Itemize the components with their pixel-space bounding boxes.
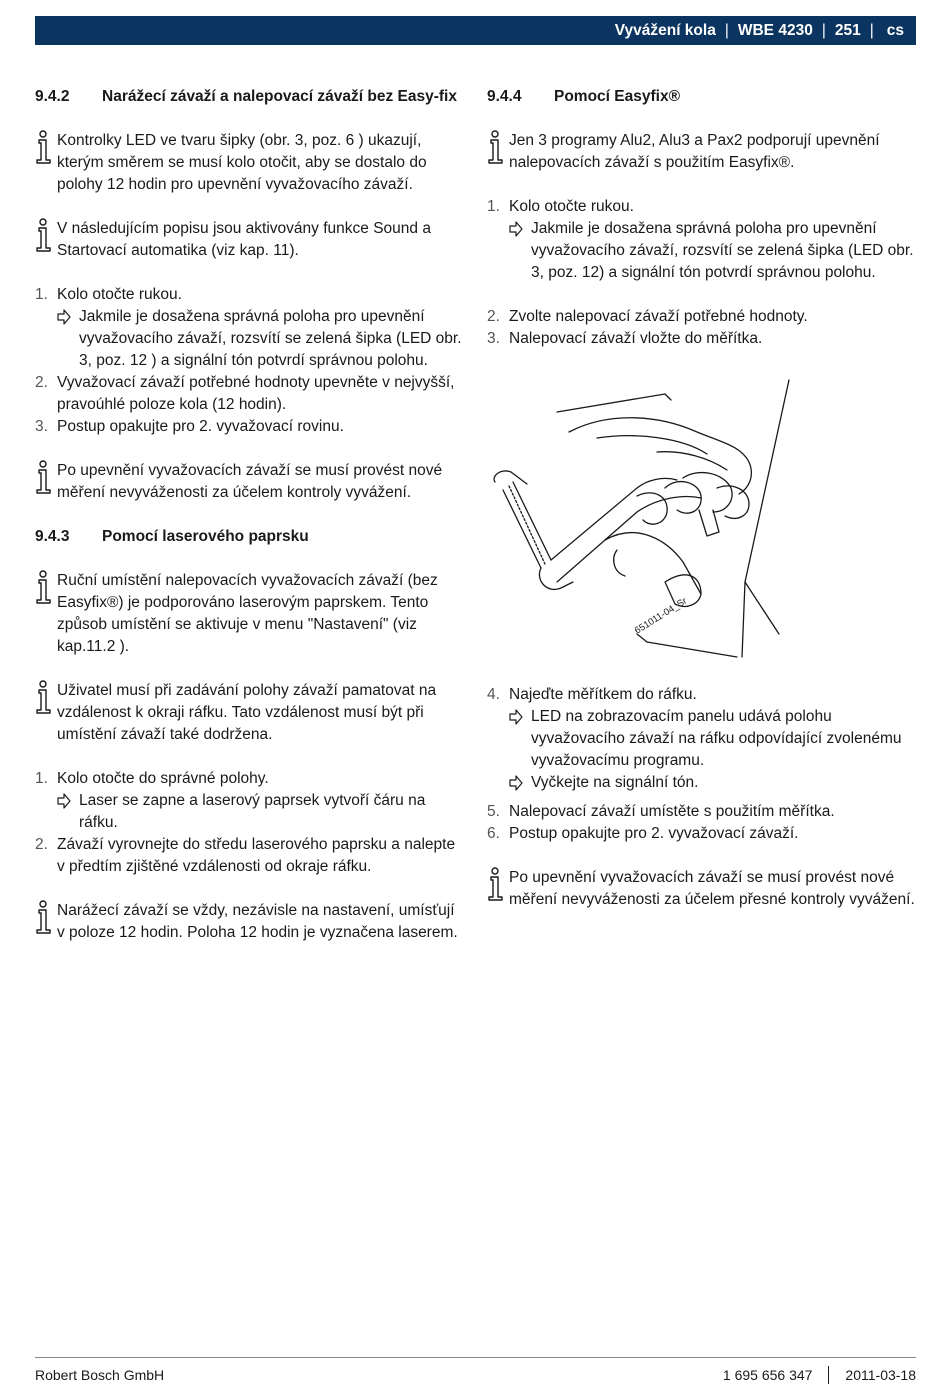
- step-item: [487, 801, 917, 823]
- step-text: Závaží vyrovnejte do středu laserového paprsku a nalepte v předtím zjištěné vzdálenosti od okraje ráfku.: [57, 836, 456, 875]
- header-separator: |: [869, 21, 874, 39]
- section-heading-9-4-4: [487, 86, 917, 108]
- info-note: [487, 130, 917, 174]
- info-icon: [35, 570, 57, 592]
- step-item: [35, 284, 465, 306]
- step-number: 2.: [35, 836, 48, 853]
- info-icon: [35, 460, 57, 482]
- info-note: [35, 900, 465, 944]
- header-page-number: 251: [834, 21, 861, 39]
- figure-code: 651011-04_Sr: [632, 595, 690, 637]
- step-item: [487, 684, 917, 706]
- page-footer: [35, 1364, 916, 1386]
- info-note: [35, 460, 465, 504]
- step-list: [487, 684, 917, 845]
- result-arrow-icon: [57, 306, 79, 372]
- footer-separator: [828, 1366, 829, 1384]
- step-text: Najeďte měřítkem do ráfku.: [509, 686, 697, 703]
- result-arrow-icon: [509, 706, 531, 772]
- easyfix-line-drawing: [487, 372, 917, 662]
- step-number: 3.: [35, 418, 48, 435]
- header-separator: |: [821, 21, 826, 39]
- result-text: Jakmile je dosažena správná poloha pro upevnění vyvažovacího závaží, rozsvítí se zelená šipka (LED obr. 3, poz. 12) a signální tón potvrdí správnou polohu.: [531, 220, 914, 281]
- info-note-text: Kontrolky LED ve tvaru šipky (obr. 3, poz. 6 ) ukazují, kterým směrem se musí kolo otočit, aby se dostalo do polohy 12 hodin pro upevnění vyvažovacího závaží.: [57, 132, 427, 193]
- step-text: Zvolte nalepovací závaží potřebné hodnoty.: [509, 308, 808, 325]
- step-result: [35, 306, 465, 372]
- section-heading-9-4-3: [35, 526, 465, 548]
- step-number: 4.: [487, 686, 500, 703]
- step-item: [487, 823, 917, 845]
- easyfix-illustration: [487, 372, 917, 662]
- footer-meta: [723, 1364, 916, 1386]
- step-item: [35, 834, 465, 878]
- step-result: [487, 706, 917, 772]
- header-separator: |: [724, 21, 729, 39]
- step-text: Kolo otočte do správné polohy.: [57, 770, 269, 787]
- result-text: Laser se zapne a laserový paprsek vytvoří čáru na ráfku.: [79, 792, 426, 831]
- info-icon: [487, 130, 509, 152]
- step-result: [487, 772, 917, 801]
- info-note-text: Ruční umístění nalepovacích vyvažovacích závaží (bez Easyfix®) je podporováno laserovým paprskem. Tento způsob umístění se aktivuje v menu "Nastavení" (viz kap.11.2 ).: [57, 572, 438, 655]
- step-item: [487, 328, 917, 350]
- page-header: [35, 16, 916, 45]
- step-item: [35, 416, 465, 438]
- info-icon: [35, 900, 57, 922]
- step-item: [35, 372, 465, 416]
- result-text: Vyčkejte na signální tón.: [531, 774, 699, 791]
- info-note-text: Po upevnění vyvažovacích závaží se musí provést nové měření nevyváženosti za účelem přesné kontroly vyvážení.: [509, 869, 915, 908]
- step-number: 2.: [487, 308, 500, 325]
- step-number: 6.: [487, 825, 500, 842]
- section-title: Narážecí závaží a nalepovací závaží bez Easy-fix: [102, 88, 457, 105]
- section-number: 9.4.2: [35, 88, 70, 105]
- step-number: 3.: [487, 330, 500, 347]
- step-number: 1.: [487, 198, 500, 215]
- section-heading-9-4-2: [35, 86, 465, 108]
- info-note: [35, 570, 465, 658]
- info-note: [35, 130, 465, 196]
- info-note-text: Jen 3 programy Alu2, Alu3 a Pax2 podporují upevnění nalepovacích závaží s použitím Easyfix®.: [509, 132, 880, 171]
- info-icon: [487, 867, 509, 889]
- step-list: [35, 284, 465, 438]
- step-text: Postup opakujte pro 2. vyvažovací závaží.: [509, 825, 799, 842]
- section-title: Pomocí Easyfix®: [554, 88, 680, 105]
- step-text: Postup opakujte pro 2. vyvažovací rovinu.: [57, 418, 344, 435]
- footer-company: Robert Bosch GmbH: [35, 1367, 165, 1383]
- info-note-text: V následujícím popisu jsou aktivovány funkce Sound a Startovací automatika (viz kap. 11).: [57, 220, 431, 259]
- step-item: [487, 196, 917, 218]
- result-text: Jakmile je dosažena správná poloha pro upevnění vyvažovacího závaží, rozsvítí se zelená šipka (LED obr. 3, poz. 12 ) a signální tón potvrdí správnou polohu.: [79, 308, 462, 369]
- step-text: Vyvažovací závaží potřebné hodnoty upevněte v nejvyšší, pravoúhlé poloze kola (12 hodin).: [57, 374, 455, 413]
- step-list: [487, 306, 917, 350]
- section-number: 9.4.4: [487, 88, 522, 105]
- info-note-text: Po upevnění vyvažovacích závaží se musí provést nové měření nevyváženosti za účelem kontroly vyvážení.: [57, 462, 443, 501]
- right-column: [487, 84, 917, 911]
- info-icon: [35, 680, 57, 702]
- step-text: Nalepovací závaží umístěte s použitím měřítka.: [509, 803, 835, 820]
- step-text: Nalepovací závaží vložte do měřítka.: [509, 330, 763, 347]
- left-column: [35, 84, 465, 944]
- step-result: [35, 790, 465, 834]
- step-number: 5.: [487, 803, 500, 820]
- step-result: [487, 218, 917, 284]
- step-number: 1.: [35, 286, 48, 303]
- info-note: [487, 867, 917, 911]
- step-number: 2.: [35, 374, 48, 391]
- step-number: 1.: [35, 770, 48, 787]
- footer-divider: [35, 1357, 916, 1358]
- header-title: Vyvážení kola: [614, 21, 716, 39]
- step-item: [487, 306, 917, 328]
- result-text: LED na zobrazovacím panelu udává polohu vyvažovacího závaží na ráfku odpovídající zvolenému vyvažovacímu programu.: [531, 708, 902, 769]
- footer-date: 2011-03-18: [845, 1367, 916, 1383]
- step-list: [487, 196, 917, 284]
- header-language: cs: [886, 21, 904, 39]
- step-text: Kolo otočte rukou.: [57, 286, 182, 303]
- info-note: [35, 680, 465, 746]
- result-arrow-icon: [509, 772, 531, 801]
- info-note-text: Narážecí závaží se vždy, nezávisle na nastavení, umísťují v poloze 12 hodin. Poloha 12 hodin je vyznačena laserem.: [57, 902, 458, 941]
- step-text: Kolo otočte rukou.: [509, 198, 634, 215]
- step-list: [35, 768, 465, 878]
- result-arrow-icon: [509, 218, 531, 284]
- info-note-text: Uživatel musí při zadávání polohy závaží pamatovat na vzdálenost k okraji ráfku. Tato vzdálenost musí být při umístění závaží také dodržena.: [57, 682, 437, 743]
- info-note: [35, 218, 465, 262]
- section-number: 9.4.3: [35, 528, 70, 545]
- info-icon: [35, 218, 57, 240]
- section-title: Pomocí laserového paprsku: [102, 528, 309, 545]
- info-icon: [35, 130, 57, 152]
- step-item: [35, 768, 465, 790]
- header-model: WBE 4230: [737, 21, 813, 39]
- footer-document-number: 1 695 656 347: [722, 1367, 813, 1383]
- result-arrow-icon: [57, 790, 79, 834]
